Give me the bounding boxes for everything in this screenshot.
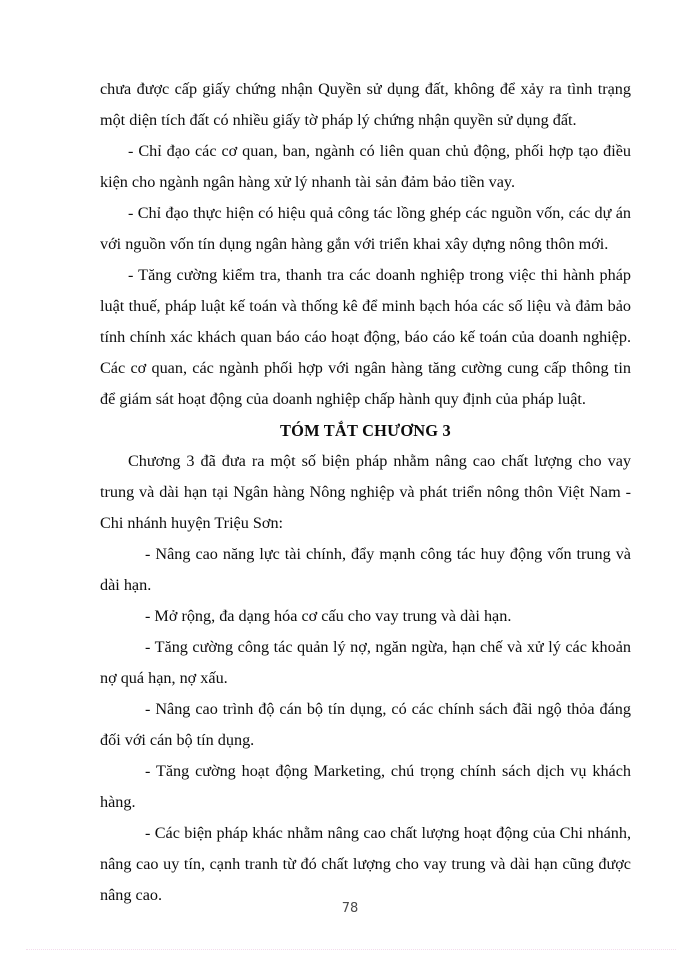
paragraph-dash-item-1: - Chỉ đạo các cơ quan, ban, ngành có liên quan chủ động, phối hợp tạo điều kiện cho ngành ngân hàng xử lý nhanh tài sản đảm bảo tiền vay.	[100, 142, 631, 191]
summary-item-2: - Mở rộng, đa dạng hóa cơ cấu cho vay trung và dài hạn.	[145, 607, 512, 625]
summary-item-6: - Các biện pháp khác nhằm nâng cao chất lượng hoạt động của Chi nhánh, nâng cao uy tín, cạnh tranh từ đó chất lượng cho vay trung và dài hạn cũng được nâng cao.	[100, 824, 631, 904]
page-text-body	[100, 74, 631, 911]
paragraph-continuation: chưa được cấp giấy chứng nhận Quyền sử dụng đất, không để xảy ra tình trạng một diện tích đất có nhiều giấy tờ pháp lý chứng nhận quyền sử dụng đất.	[100, 80, 631, 129]
paragraph-dash-item-2: - Chỉ đạo thực hiện có hiệu quả công tác lồng ghép các nguồn vốn, các dự án với nguồn vốn tín dụng ngân hàng gắn với triển khai xây dựng nông thôn mới.	[100, 204, 631, 253]
summary-intro-paragraph: Chương 3 đã đưa ra một số biện pháp nhằm nâng cao chất lượng cho vay trung và dài hạn tại Ngân hàng Nông nghiệp và phát triển nông thôn Việt Nam - Chi nhánh huyện Triệu Sơn:	[100, 452, 631, 532]
paragraph-dash-item-3: - Tăng cường kiểm tra, thanh tra các doanh nghiệp trong việc thi hành pháp luật thuế, pháp luật kế toán và thống kê để minh bạch hóa các số liệu và đảm bảo tính chính xác khách quan báo cáo hoạt động, báo cáo kế toán của doanh nghiệp. Các cơ quan, các ngành phối hợp với ngân hàng tăng cường cung cấp thông tin để giám sát hoạt động của doanh nghiệp chấp hành quy định của pháp luật.	[100, 266, 631, 408]
summary-item-4: - Nâng cao trình độ cán bộ tín dụng, có các chính sách đãi ngộ thỏa đáng đối với cán bộ tín dụng.	[100, 700, 631, 749]
footer-divider	[26, 948, 676, 950]
summary-item-3: - Tăng cường công tác quản lý nợ, ngăn ngừa, hạn chế và xử lý các khoản nợ quá hạn, nợ xấu.	[100, 638, 631, 687]
summary-item-5: - Tăng cường hoạt động Marketing, chú trọng chính sách dịch vụ khách hàng.	[100, 762, 631, 811]
page-number: 78	[341, 901, 359, 916]
chapter-summary-heading: TÓM TẮT CHƯƠNG 3	[280, 421, 451, 440]
summary-item-1: - Nâng cao năng lực tài chính, đẩy mạnh công tác huy động vốn trung và dài hạn.	[100, 545, 631, 594]
